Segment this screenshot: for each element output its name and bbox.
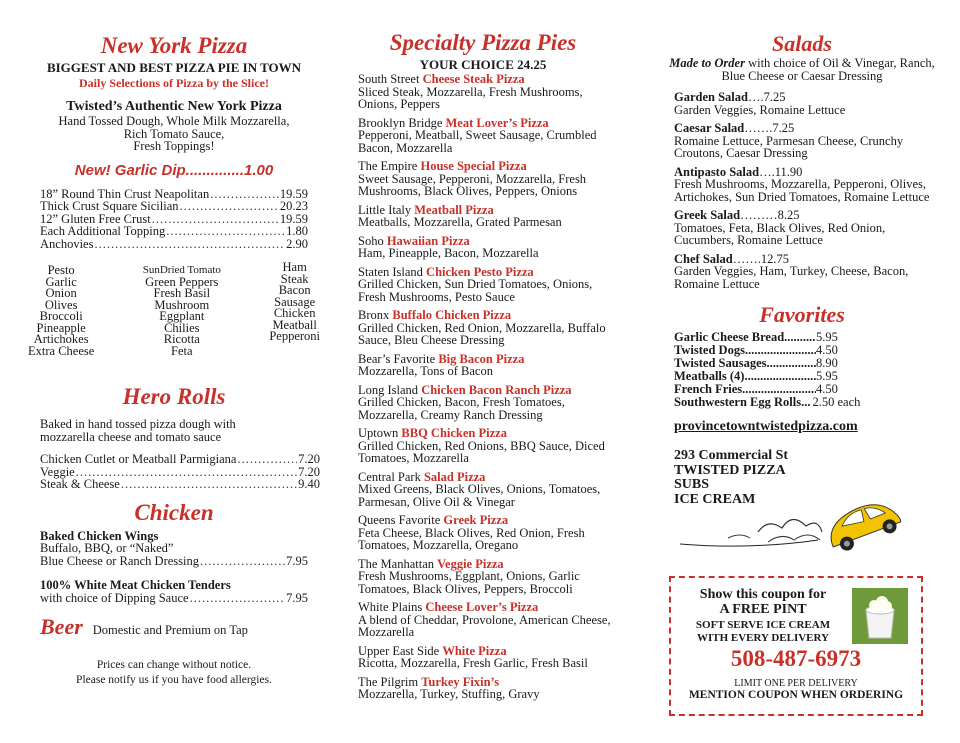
- specialty-item: South Street Cheese Steak Pizza Sliced Steak, Mozzarella, Fresh Mushrooms, Onions, Peppers: [358, 72, 583, 111]
- chicken-section: [40, 530, 308, 605]
- ny-authentic-desc: [28, 115, 320, 153]
- coupon-line2: A FREE PINT: [719, 602, 807, 617]
- beer-section: [40, 616, 320, 638]
- ny-daily: Daily Selections of Pizza by the Slice!: [79, 76, 269, 90]
- salads-title: Salads: [772, 31, 832, 56]
- size-row: Anchovies ..... 2.90: [40, 238, 308, 251]
- favorite-row: French Fries ..... 4.50: [674, 383, 936, 396]
- right-column: [668, 0, 936, 507]
- coupon-line3: SOFT SERVE ICE CREAM: [695, 619, 831, 631]
- specialty-list: [358, 73, 614, 701]
- toppings-col: Ham Steak Bacon Sausage Chicken Meatball Pepperoni: [269, 260, 320, 343]
- salads-dressings: with choice of Oil & Vinegar, Ranch, Blue Cheese or Caesar Dressing: [721, 56, 935, 83]
- favorites-title: Favorites: [759, 302, 845, 327]
- coupon-line1: Show this coupon for: [699, 587, 827, 602]
- specialty-title: Specialty Pizza Pies: [389, 30, 577, 55]
- address-block: 293 Commercial St TWISTED PIZZA SUBS ICE CREAM: [674, 448, 789, 507]
- coupon-phone[interactable]: 508-487-6973: [730, 646, 862, 671]
- wings-sub: Buffalo, BBQ, or “Naked”: [40, 541, 174, 555]
- salad-item: Chef Salad…….12.75 Garden Veggies, Ham, Turkey, Cheese, Bacon, Romaine Lettuce: [674, 251, 909, 291]
- salad-item: Garden Salad….7.25 Garden Veggies, Romaine Lettuce: [674, 90, 846, 117]
- salad-item: Greek Salad………8.25 Tomatoes, Feta, Black Olives, Red Onion, Cucumbers, Romaine Lettuce: [674, 208, 886, 247]
- specialty-item: Central Park Salad Pizza Mixed Greens, Black Olives, Onions, Tomatoes, Parmesan, Olive Oil & Vinegar: [358, 469, 601, 509]
- hero-title: Hero Rolls: [122, 384, 226, 409]
- hero-row: Veggie ..... 7.20: [40, 466, 320, 479]
- website-link[interactable]: provincetowntwistedpizza.com: [674, 419, 858, 434]
- salad-item: Caesar Salad…….7.25 Romaine Lettuce, Parmesan Cheese, Crunchy Croutons, Caesar Dressing: [674, 121, 904, 160]
- size-row: 18” Round Thin Crust Neapolitan ..... 19.59: [40, 188, 308, 201]
- specialty-item: Uptown BBQ Chicken Pizza Grilled Chicken, Red Onions, BBQ Sauce, Diced Tomatoes, Mozzarella: [358, 426, 605, 465]
- ny-desc-line: Fresh Toppings!: [133, 139, 215, 153]
- coupon-line4: WITH EVERY DELIVERY: [696, 632, 830, 644]
- specialty-item: Brooklyn Bridge Meat Lover’s Pizza Pepperoni, Meatball, Sweet Sausage, Crumbled Bacon, Mozzarella: [358, 115, 597, 155]
- left-column: [28, 0, 320, 688]
- size-row: Thick Crust Square Sicilian ..... 20.23: [40, 200, 308, 213]
- hero-items: [40, 453, 320, 491]
- hero-intro: Baked in hand tossed pizza dough with mozzarella cheese and tomato sauce: [40, 417, 236, 444]
- new-york-title: New York Pizza: [100, 33, 248, 58]
- specialty-item: Staten Island Chicken Pesto Pizza Grilled Chicken, Sun Dried Tomatoes, Onions, Fresh Mushrooms, Pesto Sauce: [358, 264, 593, 304]
- coupon-mention: MENTION COUPON WHEN ORDERING: [688, 689, 904, 701]
- beer-desc: Domestic and Premium on Tap: [92, 623, 248, 637]
- garlic-dip: New! Garlic Dip..............1.00: [74, 161, 274, 179]
- coupon-text: [679, 587, 847, 645]
- specialty-item: Bear’s Favorite Big Bacon Pizza Mozzarella, Tons of Bacon: [358, 351, 525, 378]
- salads-list: [674, 91, 936, 290]
- specialty-item: Bronx Buffalo Chicken Pizza Grilled Chicken, Red Onion, Mozzarella, Buffalo Sauce, Bleu Cheese Dressing: [358, 308, 606, 347]
- wings-title: Baked Chicken Wings: [40, 528, 159, 543]
- hero-row: Steak & Cheese ..... 9.40: [40, 478, 320, 491]
- hero-row: Chicken Cutlet or Meatball Parmigiana ..... 7.20: [40, 453, 320, 466]
- ice-cream-pint-icon: [852, 588, 908, 644]
- favorite-row: Twisted Dogs ..... 4.50: [674, 344, 936, 357]
- specialty-item: Queens Favorite Greek Pizza Feta Cheese, Black Olives, Red Onion, Fresh Tomatoes, Mozzarella, Oregano: [358, 513, 585, 552]
- favorite-row: Meatballs (4) ..... 5.95: [674, 370, 936, 383]
- salads-intro: [668, 57, 936, 82]
- toppings-grid: [28, 262, 320, 357]
- specialty-item: Little Italy Meatball Pizza Meatballs, Mozzarella, Grated Parmesan: [358, 202, 562, 229]
- ny-desc-line: Rich Tomato Sauce,: [123, 126, 225, 141]
- specialty-item: White Plains Cheese Lover’s Pizza A blend of Cheddar, Provolone, American Cheese, Mozzarella: [358, 600, 611, 639]
- specialty-item: Soho Hawaiian Pizza Ham, Pineapple, Bacon, Mozzarella: [358, 233, 539, 260]
- tenders-title: 100% White Meat Chicken Tenders: [40, 578, 231, 592]
- made-to-order: Made to Order: [669, 56, 745, 70]
- coupon: [669, 576, 923, 716]
- beer-title: Beer: [40, 614, 83, 639]
- specialty-choice: YOUR CHOICE 24.25: [419, 57, 547, 72]
- specialty-item: The Empire House Special Pizza Sweet Sausage, Pepperoni, Mozzarella, Fresh Mushrooms, Black Olives, Peppers, Onions: [358, 159, 587, 198]
- specialty-item: The Pilgrim Turkey Fixin’s Mozzarella, Turkey, Stuffing, Gravy: [358, 674, 540, 701]
- delivery-car-icon: [668, 492, 924, 554]
- pizza-sizes: [40, 188, 308, 251]
- size-row: Each Additional Topping ..... 1.80: [40, 225, 308, 238]
- specialty-item: The Manhattan Veggie Pizza Fresh Mushrooms, Eggplant, Onions, Garlic Tomatoes, Black Olives, Peppers, Broccoli: [358, 556, 580, 596]
- specialty-item: Long Island Chicken Bacon Ranch Pizza Grilled Chicken, Bacon, Fresh Tomatoes, Mozzarella, Creamy Ranch Dressing: [358, 382, 572, 422]
- specialty-item: Upper East Side White Pizza Ricotta, Mozzarella, Fresh Garlic, Fresh Basil: [358, 643, 588, 670]
- ny-subtitle: BIGGEST AND BEST PIZZA PIE IN TOWN: [46, 60, 302, 75]
- coupon-limit: LIMIT ONE PER DELIVERY: [734, 678, 858, 689]
- favorites-list: [674, 331, 936, 409]
- notice: Prices can change without notice. Please notify us if you have food allergies.: [76, 659, 272, 686]
- middle-column: [352, 0, 614, 707]
- favorite-row: Twisted Sausages ..... 8.90: [674, 357, 936, 370]
- ny-desc-line: Hand Tossed Dough, Whole Milk Mozzarella,: [58, 114, 290, 128]
- chicken-title: Chicken: [134, 499, 214, 525]
- toppings-col: SunDried Tomato Green Peppers Fresh Basil Mushroom Eggplant Chilies Ricotta Feta: [142, 264, 221, 358]
- wings-row: Blue Cheese or Ranch Dressing ..... 7.95: [40, 555, 308, 568]
- salad-item: Antipasto Salad….11.90 Fresh Mushrooms, Mozzarella, Pepperoni, Olives, Artichokes, Sun Dried Tomatoes, Romaine Lettuce: [674, 164, 930, 204]
- size-row: 12” Gluten Free Crust ..... 19.59: [40, 213, 308, 226]
- toppings-col: Pesto Garlic Onion Olives Broccoli Pineapple Artichokes Extra Cheese: [28, 263, 95, 358]
- favorite-row: Garlic Cheese Bread ..... 5.95: [674, 331, 936, 344]
- favorite-row: Southwestern Egg Rolls... 2.50 each: [674, 395, 861, 409]
- ny-authentic-title: Twisted’s Authentic New York Pizza: [66, 99, 282, 114]
- tenders-row: with choice of Dipping Sauce ..... 7.95: [40, 592, 308, 605]
